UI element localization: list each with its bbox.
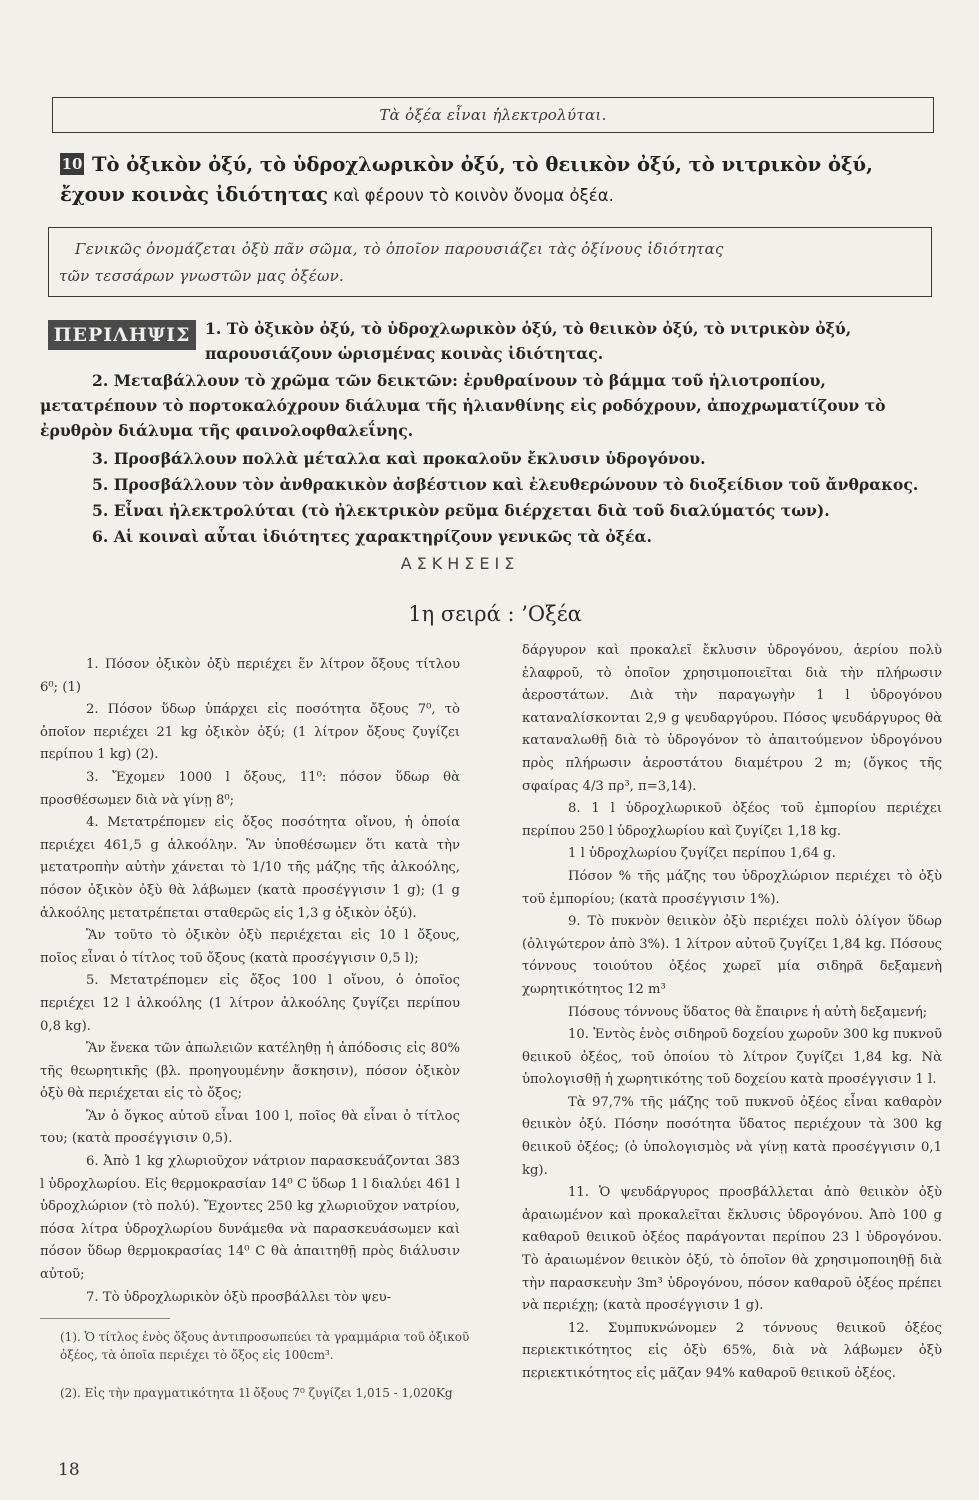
exercises-heading: ΑΣΚΗΣΕΙΣ: [400, 554, 520, 573]
exercise-paragraph: Πόσους τόννους ὕδατος θὰ ἔπαιρνε ἡ αὐτὴ δεξαμενή;: [568, 1004, 928, 1020]
section-number-badge: 10: [61, 155, 83, 173]
series-heading: 1η σειρά : ’Οξέα: [408, 602, 582, 626]
summary-item-1: 1. Τὸ ὀξικὸν ὀξύ, τὸ ὑδροχλωρικὸν ὀξύ, τὸ θειικὸν ὀξύ, τὸ νιτρικὸν ὀξύ, παρουσιάζουν ὡρισμένας κοινὰς ἰδιότητας.: [205, 319, 852, 363]
exercise-paragraph: 6. Ἀπὸ 1 kg χλωριοῦχον νάτριον παρασκευάζονται 383 l ὑδροχλωρίου. Εἰς θερμοκρασίαν 14⁰ C ὕδωρ 1 l διαλύει 461 l ὑδροχλώριον (τὸ πολύ). Ἔχοντες 250 kg χλωριοῦχον νατρίου, πόσα λίτρα ὑδροχλωρίου δυνάμεθα νὰ παρασκευάσωμεν καὶ πόσον ὕδωρ θερμοκρασίας 14⁰ C θὰ ἀπαιτηθῇ πρὸς διάλυσιν αὐτοῦ;: [40, 1154, 460, 1283]
exercise-paragraph: 8. 1 l ὑδροχλωρικοῦ ὀξέος τοῦ ἐμπορίου περιέχει περίπου 250 l ὑδροχλωρίου καὶ ζυγίζει 1,18 kg.: [522, 801, 942, 839]
exercise-paragraph: 1 l ὑδροχλωρίου ζυγίζει περίπου 1,64 g.: [568, 846, 836, 862]
exercise-paragraph: 9. Τὸ πυκνὸν θειικὸν ὀξὺ περιέχει πολὺ ὀλίγον ὕδωρ (ὀλιγώτερον ἀπὸ 3%). 1 λίτρον αὐτοῦ ζυγίζει 1,84 kg. Πόσους τόννους τοιούτου ὀξέος χωρεῖ μία σιδηρᾶ δεξαμενὴ χωρητικότητος 12 m³: [522, 914, 942, 997]
exercise-paragraph: 2. Πόσον ὕδωρ ὑπάρχει εἰς ποσότητα ὄξους 7⁰, τὸ ὁποῖον περιέχει 21 kg ὀξικὸν ὀξύ; (1 λίτρον ὄξους ζυγίζει περίπου 1 kg) (2).: [40, 702, 460, 763]
exercise-paragraph: Τὰ 97,7% τῆς μάζης τοῦ πυκνοῦ ὀξέος εἶναι καθαρὸν θειικὸν ὀξύ. Πόσην ποσότητα ὕδατος περιέχουν τὰ 300 kg θειικοῦ ὀξέος; (ὁ ὑπολογισμὸς νὰ γίνῃ κατὰ προσέγγισιν 0,1 kg).: [522, 1094, 942, 1178]
note-box-electrolytes: [52, 97, 934, 133]
exercise-paragraph: Πόσον % τῆς μάζης του ὑδροχλώριον περιέχει τὸ ὀξὺ τοῦ ἐμπορίου; (κατὰ προσέγγισιν 1%).: [522, 868, 942, 907]
section-title-rest: καὶ φέρουν τὸ κοινὸν ὄνομα ὀξέα.: [327, 186, 614, 205]
exercise-paragraph: 3. Ἔχομεν 1000 l ὄξους, 11⁰: πόσον ὕδωρ θὰ προσθέσωμεν διὰ νὰ γίνῃ 8⁰;: [40, 769, 460, 808]
note-box-text: Τὰ ὀξέα εἶναι ἠλεκτρολύται.: [379, 106, 607, 124]
footnote-1: (1). Ὁ τίτλος ἑνὸς ὄξους ἀντιπροσωπεύει τὰ γραμμάρια τοῦ ὀξικοῦ ὀξέος, τὰ ὁποῖα περιέχει τὸ ὄξος εἰς 100cm³.: [60, 1330, 470, 1362]
summary-item-3: 3. Προσβάλλουν πολλὰ μέταλλα καὶ προκαλοῦν ἔκλυσιν ὑδρογόνου.: [92, 449, 706, 468]
definition-line-2: τῶν τεσσάρων γνωστῶν μας ὀξέων.: [59, 267, 345, 285]
exercises-left-column: [40, 654, 460, 1309]
summary-item-5: 5. Εἶναι ἠλεκτρολύται (τὸ ἠλεκτρικὸν ρεῦμα διέρχεται διὰ τοῦ διαλύματός των).: [92, 501, 830, 520]
exercise-paragraph: 12. Συμπυκνώνομεν 2 τόννους θειικοῦ ὀξέος περιεκτικότητος εἰς ὀξὺ 65%, διὰ νὰ λάβωμεν ὀξὺ περιεκτικότητος εἰς μᾶζαν 94% καθαροῦ θειικοῦ ὀξέος.: [522, 1320, 942, 1381]
exercise-paragraph: Ἂν ἕνεκα τῶν ἀπωλειῶν κατέληθῃ ἡ ἀπόδοσις εἰς 80% τῆς θεωρητικῆς (βλ. προηγουμένην ἄσκησιν), πόσον ὀξικὸν ὀξὺ θὰ περιέχεται εἰς τὸ ὄξος;: [40, 1041, 460, 1102]
exercise-paragraph: Ἂν τοῦτο τὸ ὀξικὸν ὀξὺ περιέχεται εἰς 10 l ὄξους, ποῖος εἶναι ὁ τίτλος τοῦ ὄξους (κατὰ προσέγγισιν 0,5 l);: [40, 928, 460, 966]
exercise-paragraph: 4. Μετατρέπομεν εἰς ὄξος ποσότητα οἴνου, ἡ ὁποία περιέχει 461,5 g ἀλκοόλην. Ἂν ὑποθέσωμεν ὅτι κατὰ τὴν μετατροπὴν αὐτὴν χάνεται τὸ 1/10 τῆς μάζης τῆς ἀλκοόλης, πόσον ὀξικὸν ὀξὺ θὰ λάβωμεν (κατὰ προσέγγισιν 1 g); (1 g ἀλκοόλης μετατρέπεται σταθερῶς εἰς 1,3 g ὀξικὸν ὀξύ).: [40, 815, 460, 921]
exercise-paragraph: δάργυρον καὶ προκαλεῖ ἔκλυσιν ὑδρογόνου, ἀερίου πολὺ ἐλαφροῦ, τὸ ὁποῖον χρησιμοποιεῖται διὰ τὴν πλήρωσιν ἀεροστάτων. Διὰ τὴν παραγωγὴν 1 l ὑδρογόνου καταναλίσκονται 2,9 g ψευδαργύρου. Πόσος ψευδάργυρος θὰ καταναλωθῇ διὰ τὸ ὑδρογόνον τὸ ἀπαιτούμενον ὑδρογόνου πρὸς πλήρωσιν ἀεροστάτου διαμέτρου 2 m; (ὄγκος τῆς σφαίρας 4/3 πρ³, π=3,14).: [522, 643, 942, 794]
exercise-paragraph: 5. Μετατρέπομεν εἰς ὄξος 100 l οἴνου, ὁ ὁποῖος περιέχει 12 l ἀλκοόλης (1 λίτρον ἀλκοόλης ζυγίζει περίπου 0,8 kg).: [40, 973, 460, 1034]
exercise-paragraph: 7. Τὸ ὑδροχλωρικὸν ὀξὺ προσβάλλει τὸν ψευ-: [86, 1289, 392, 1305]
footnote-divider: [40, 1318, 170, 1319]
exercises-right-column: [522, 640, 942, 1386]
exercise-paragraph: 10. Ἐντὸς ἑνὸς σιδηροῦ δοχείου χωροῦν 300 kg πυκνοῦ θειικοῦ ὀξέος, τοῦ ὁποίου τὸ λίτρον ζυγίζει 1,84 kg. Νὰ ὑπολογισθῇ ἡ χωρητικότης τοῦ δοχείου κατὰ προσέγγισιν 1 l.: [522, 1027, 942, 1088]
summary-label: ΠΕΡΙΛΗΨΙΣ: [48, 320, 196, 350]
footnote-2: (2). Εἰς τὴν πραγματικότητα 1l ὄξους 7⁰ ζυγίζει 1,015 - 1,020Kg: [60, 1386, 453, 1400]
exercise-paragraph: 1. Πόσον ὀξικὸν ὀξὺ περιέχει ἕν λίτρον ὄξους τίτλου 6⁰; (1): [40, 657, 460, 695]
page-number: 18: [58, 1460, 80, 1480]
section-title: Τὸ ὀξικὸν ὀξύ, τὸ ὑδροχλωρικὸν ὀξύ, τὸ θειικὸν ὀξύ, τὸ νιτρικὸν ὀξύ, ἔχουν κοινὰς ἰδιότητας: [60, 153, 873, 206]
summary-item-4: 5. Προσβάλλουν τὸν ἀνθρακικὸν ἀσβέστιον καὶ ἐλευθερώνουν τὸ διοξείδιον τοῦ ἄνθρακος.: [92, 475, 919, 494]
exercise-paragraph: Ἂν ὁ ὄγκος αὐτοῦ εἶναι 100 l, ποῖος θὰ εἶναι ὁ τίτλος του; (κατὰ προσέγγισιν 0,5).: [40, 1108, 460, 1147]
definition-line-1: Γενικῶς ὀνομάζεται ὀξὺ πᾶν σῶμα, τὸ ὁποῖον παρουσιάζει τὰς ὀξίνους ἰδιότητας: [75, 240, 724, 258]
summary-item-2: 2. Μεταβάλλουν τὸ χρῶμα τῶν δεικτῶν: ἐρυθραίνουν τὸ βάμμα τοῦ ἡλιοτροπίου, μετατρέπουν τὸ πορτοκαλόχρουν διάλυμα τῆς ἡλιανθίνης εἰς ροδόχρουν, ἀποχρωματίζουν τὸ ἐρυθρὸν διάλυμα τῆς φαινολοφθαλεΐνης.: [40, 371, 886, 440]
definition-box: [48, 227, 932, 297]
exercise-paragraph: 11. Ὁ ψευδάργυρος προσβάλλεται ἀπὸ θειικὸν ὀξὺ ἀραιωμένον καὶ προκαλεῖται ἔκλυσις ὑδρογόνου. Ἀπὸ 100 g καθαροῦ θειικοῦ ὀξέος παράγονται περίπου 23 l ὑδρογόνου. Τὸ ἀραιωμένον θειικὸν ὀξύ, τὸ ὁποῖον θὰ χρησιμοποιηθῇ διὰ τὴν παρασκευὴν 3m³ ὑδρογόνου, πόσον καθαροῦ ὀξέος πρέπει νὰ περιέχῃ; (κατὰ προσέγγισιν 1 g).: [522, 1185, 942, 1314]
summary-item-6: 6. Αἱ κοιναὶ αὗται ἰδιότητες χαρακτηρίζουν γενικῶς τὰ ὀξέα.: [92, 527, 652, 546]
section-10-heading: [60, 150, 940, 211]
